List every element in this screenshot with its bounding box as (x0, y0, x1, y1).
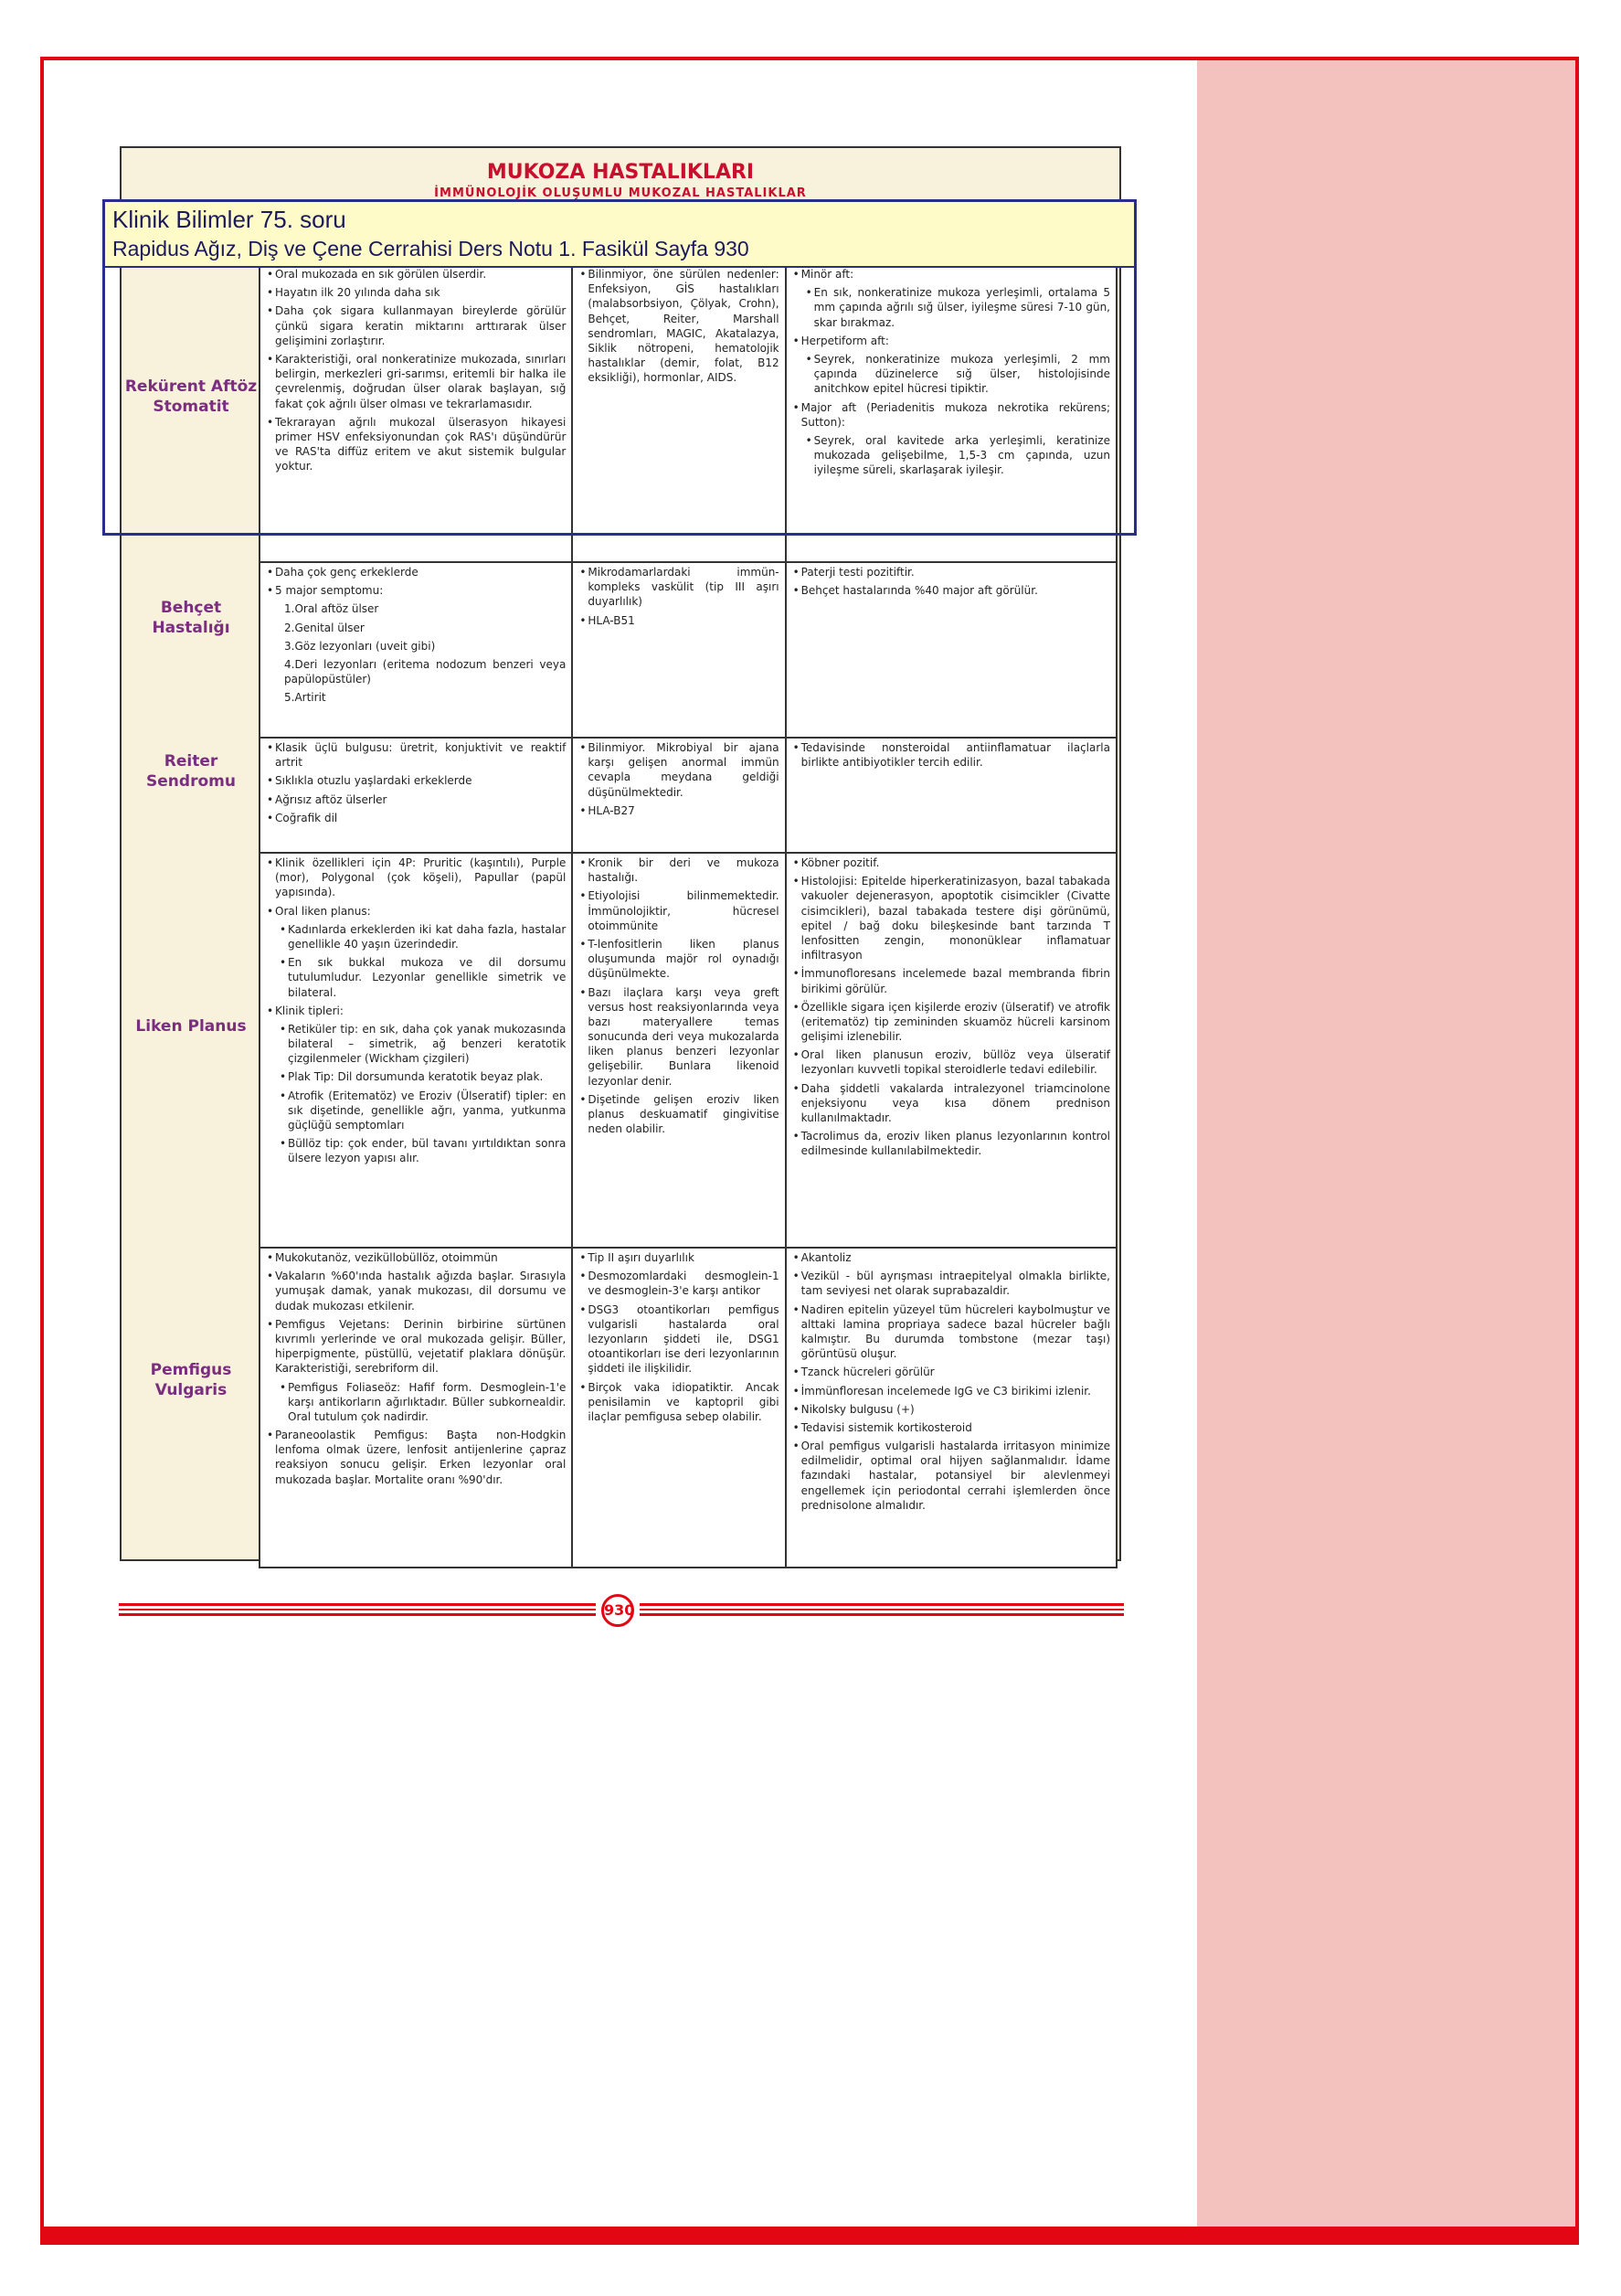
bullet-list (266, 565, 566, 706)
list-item: • Ağrısız aftöz ülserler (275, 792, 566, 807)
annotation-source: Rapidus Ağız, Diş ve Çene Cerrahisi Ders Notu 1. Fasikül Sayfa 930 (112, 237, 749, 260)
page-number: 930 (601, 1594, 634, 1627)
list-item: • Bazı ilaçlara karşı veya greft versus host reaksiyonlarında veya bazı materyallere temas sonucunda deri veya mukozalarda liken planus benzeri lezyonlar gelişebilir. Bunlara likenoid lezyonlar denir. (588, 985, 779, 1089)
list-item: • Nadiren epitelin yüzeyel tüm hücreleri kaybolmuştur ve alttaki lamina propriaya sadece bazal hücreler bağlı kalmıştır. Bu durumda tombstone (mezar taşı) görüntüsü oluşur. (801, 1302, 1110, 1362)
list-item: • Tip II aşırı duyarlılık (588, 1250, 779, 1265)
side-panel (1197, 60, 1575, 2241)
list-item: • Kronik bir deri ve mukoza hastalığı. (588, 856, 779, 885)
list-item: • HLA-B27 (588, 803, 779, 818)
list-item: • Büllöz tip: çok ender, bül tavanı yırtıldıktan sonra ülsere lezyon yapısı alır. (288, 1136, 566, 1165)
list-item: • Major aft (Periadenitis mukoza nekrotika rekürens; Sutton): (801, 400, 1110, 430)
list-item: • Atrofik (Eritematöz) ve Eroziv (Ülseratif) tipler: en sık dişetinde, genellikle ağrı, yanma, yutkunma güçlüğü semptomları (288, 1089, 566, 1133)
table-cell-col2 (572, 738, 785, 853)
row-title-ras: Rekürent Aftöz Stomatit (124, 377, 258, 417)
list-item: • Oral mukozada en sık görülen ülserdir. (275, 267, 566, 282)
table-row (260, 853, 1117, 1248)
bullet-list (266, 1250, 566, 1487)
footer-rule-right (640, 1603, 1124, 1616)
bullet-list (792, 856, 1110, 1159)
table-cell-col3 (786, 853, 1117, 1248)
list-item: • Pemfigus Vejetans: Derinin birbirine sürtünen kıvrımlı yerlerinde ve oral mukozada gelişir. Büller, hiperpigmente, püstüllü, vejetatif plaklara dönüşür. Karakteristiği, serebriform dil. (275, 1317, 566, 1377)
list-item: • Seyrek, oral kavitede arka yerleşimli, keratinize mukozada gelişebilme, 1,5-3 cm çapında, uzun iyileşme süreli, skarlaşarak iyileşir. (814, 433, 1110, 478)
list-item: • Oral liken planus: (275, 904, 566, 919)
table-cell-col1 (260, 1248, 572, 1568)
table-row (260, 738, 1117, 853)
list-item: • En sık, nonkeratinize mukoza yerleşimli, ortalama 5 mm çapında ağrılı sığ ülser, iyileşme süresi 7-10 gün, skar bırakmaz. (814, 285, 1110, 330)
list-item: • Nikolsky bulgusu (+) (801, 1402, 1110, 1417)
list-item: • Klinik özellikleri için 4P: Pruritic (kaşıntılı), Purple (mor), Polygonal (çok köşeli), Papullar (papül yapısında). (275, 856, 566, 900)
bullet-list (266, 740, 566, 825)
list-item: • Pemfigus Foliaseöz: Hafif form. Desmoglein-1'e karşı antikorların ağırlıktadır. Büller subkornealdir. Oral tutulum çok nadirdir. (288, 1380, 566, 1425)
bullet-list (578, 856, 779, 1136)
list-item: • İmmunofloresans incelemede bazal membranda fibrin birikimi görülür. (801, 966, 1110, 995)
list-item: • Oral liken planusun eroziv, büllöz veya ülseratif lezyonları kuvvetli topikal steroidlerle tedavi edilebilir. (801, 1047, 1110, 1077)
list-item: 1.Oral aftöz ülser (284, 602, 379, 616)
list-item: • Retiküler tip: en sık, daha çok yanak mukozasında bilateral – simetrik, ağ benzeri keratotik çizgilenmeler (Wickham çizgileri) (288, 1022, 566, 1067)
list-item: • Mikrodamarlardaki immün-kompleks vaskülit (tip III aşırı duyarlılık) (588, 565, 779, 610)
list-item: • Minör aft: (801, 267, 1110, 282)
list-item: 2.Genital ülser (284, 621, 365, 634)
list-item: • Mukokutanöz, veziküllobüllöz, otoimmün (275, 1250, 566, 1265)
list-item: • Bilinmiyor. Mikrobiyal bir ajana karşı gelişen anormal immün cevapla meydana geldiği düşünülmektedir. (588, 740, 779, 800)
list-item: • Dişetinde gelişen eroziv liken planus deskuamatif gingivitise neden olabilir. (588, 1092, 779, 1137)
row-title-reiter: Reiter Sendromu (146, 752, 236, 792)
bullet-list (792, 1250, 1110, 1513)
list-item: • Vakaların %60'ında hastalık ağızda başlar. Sırasıyla yumuşak damak, yanak mukozası, dil dorsumu ve dudak mukozası etkilenir. (275, 1269, 566, 1313)
bullet-list (792, 740, 1110, 770)
list-item: • DSG3 otoantikorları pemfigus vulgarisli hastalarda oral lezyonların şiddeti ile, DSG1 otoantikorları ise deri lezyonlarının şiddeti ile ilişkilidir. (588, 1302, 779, 1377)
table-cell-col2 (572, 562, 785, 738)
list-item: • Desmozomlardaki desmoglein-1 ve desmoglein-3'e karşı antikor (588, 1269, 779, 1298)
list-item: • Vezikül - bül ayrışması intraepitelyal olmakla birlikte, tam seviyesi net olarak suprabazaldir. (801, 1269, 1110, 1298)
table-cell-col3 (786, 1248, 1117, 1568)
list-item: • Histolojisi: Epitelde hiperkeratinizasyon, bazal tabakada vakuoler dejenerasyon, apoptotik cisimcikler (Civatte cisimcikleri), bazal tabakada testere dişi görünümü, epitel / bağ doku bileşkesinde bant tarzında T lenfositten zengin, mononüklear inflamatuar infiltrasyon (801, 874, 1110, 962)
list-item: • En sık bukkal mukoza ve dil dorsumu tutulumludur. Lezyonlar genellikle simetrik ve bilateral. (288, 955, 566, 1000)
table-cell-col2 (572, 1248, 785, 1568)
list-item: • Tekrarayan ağrılı mukozal ülserasyon hikayesi primer HSV enfeksiyonundan çok RAS'ı düşündürür ve RAS'ta diffüz eritem ve akut sistemik bulgular yoktur. (275, 415, 566, 474)
table-cell-col2 (572, 853, 785, 1248)
list-item: • Coğrafik dil (275, 811, 566, 825)
table-row (260, 562, 1117, 738)
list-item: • Plak Tip: Dil dorsumunda keratotik beyaz plak. (288, 1069, 566, 1084)
list-item: 5.Artirit (284, 691, 326, 705)
document-title: MUKOZA HASTALIKLARI (486, 161, 755, 184)
list-item: • T-lenfositlerin liken planus oluşumunda majör rol oynadığı düşünülmekte. (588, 937, 779, 982)
list-item: • Tacrolimus da, eroziv liken planus lezyonlarının kontrol edilmesinde kullanılabilmektedir. (801, 1129, 1110, 1158)
row-title-liken: Liken Planus (135, 1017, 247, 1036)
list-item: • Klasik üçlü bulgusu: üretrit, konjuktivit ve reaktif artrit (275, 740, 566, 770)
list-item: • Herpetiform aft: (801, 334, 1110, 348)
table-cell-col1 (260, 562, 572, 738)
list-item: • Bilinmiyor, öne sürülen nedenler: Enfeksiyon, GİS hastalıkları (malabsorbsiyon, Çölyak, Crohn), Behçet, Reiter, Marshall sendromları, MAGIC, Akatalazya, Siklik nötropeni, hematolojik hastalıklar (demir, folat, B12 eksikliği), hormonlar, AIDS. (588, 267, 779, 386)
list-item: • Paterji testi pozitiftir. (801, 565, 1110, 579)
list-item: • Klinik tipleri: (275, 1004, 566, 1018)
table-cell-col3 (786, 738, 1117, 853)
list-item: • Kadınlarda erkeklerden iki kat daha fazla, hastalar genellikle 40 yaşın üzerindedir. (288, 922, 566, 951)
table-cell-col1 (260, 853, 572, 1248)
annotation-title: Klinik Bilimler 75. soru (112, 206, 346, 233)
annotation-box (102, 199, 1137, 536)
footer-rule-left (119, 1603, 596, 1616)
row-title-pemfigus: Pemfigus Vulgaris (150, 1361, 232, 1400)
list-item: • İmmünfloresan incelemede IgG ve C3 birikimi izlenir. (801, 1384, 1110, 1398)
list-item: • Etiyolojisi bilinmemektedir. İmmünolojiktir, hücresel otoimmünite (588, 888, 779, 933)
list-item: • Köbner pozitif. (801, 856, 1110, 870)
table-cell-col3 (786, 562, 1117, 738)
annotation-header (105, 202, 1134, 268)
list-item: • Seyrek, nonkeratinize mukoza yerleşimli, 2 mm çapında düzinelerce sığ ülser, histolojisinde anitchkow epitel hücresi tipiktir. (814, 352, 1110, 397)
list-item: • Akantoliz (801, 1250, 1110, 1265)
bullet-list (578, 740, 779, 818)
list-item: • Karakteristiği, oral nonkeratinize mukozada, sınırları belirgin, merkezleri gri-sarımsı, eritemli bir halka ile çevrelenmiş, doğrudan ülser olarak başlayan, sığ fakat çok ağrılı ülser olması ve tekrarlamasıdır. (275, 352, 566, 411)
list-item: • Daha çok genç erkeklerde (275, 565, 566, 579)
bullet-list (578, 1250, 779, 1424)
list-item: • Daha çok sigara kullanmayan bireylerde görülür çünkü sigara keratin miktarını arttırarak ülser gelişimini zorlaştırır. (275, 303, 566, 348)
list-item: 4.Deri lezyonları (eritema nodozum benzeri veya papülopüstüler) (284, 657, 567, 686)
list-item: • HLA-B51 (588, 613, 779, 628)
list-item: 3.Göz lezyonları (uveit gibi) (284, 639, 436, 653)
table-cell-col1 (260, 738, 572, 853)
table-row (260, 1248, 1117, 1568)
document-subtitle: İMMÜNOLOJİK OLUŞUMLU MUKOZAL HASTALIKLAR (434, 186, 807, 200)
list-item: • Birçok vaka idiopatiktir. Ancak penisilamin ve kaptopril gibi ilaçlar pemfigusa sebep olabilir. (588, 1380, 779, 1425)
list-item: • 5 major semptomu: (275, 583, 566, 598)
list-item: • Oral pemfigus vulgarisli hastalarda irritasyon minimize edilmelidir, optimal oral hijyen sağlanmalıdır. İdame fazındaki hastalar, potansiyel bir alevlenmeyi engellemek için periodontal cerrahi işlemlerden önce prednisolone almalıdır. (801, 1439, 1110, 1513)
list-item: • Paraneoolastik Pemfigus: Başta non-Hodgkin lenfoma olmak üzere, lenfosit antijenlerine çapraz reaksiyon sonucu gelişir. Erken lezyonlar oral mukozada başlar. Mortalite oranı %90'dır. (275, 1428, 566, 1487)
list-item: • Tedavisinde nonsteroidal antiinflamatuar ilaçlarla birlikte antibiyotikler tercih edilir. (801, 740, 1110, 770)
list-item: • Hayatın ilk 20 yılında daha sık (275, 285, 566, 300)
bullet-list (578, 565, 779, 628)
bullet-list (266, 856, 566, 1166)
bullet-list (792, 565, 1110, 598)
list-item: • Sıklıkla otuzlu yaşlardaki erkeklerde (275, 773, 566, 788)
list-item: • Behçet hastalarında %40 major aft görülür. (801, 583, 1110, 598)
bottom-bar (40, 2227, 1579, 2245)
list-item: • Daha şiddetli vakalarda intralezyonel triamcinolone enjeksiyonu veya kısa dönem prednison kullanılmaktadır. (801, 1081, 1110, 1126)
list-item: • Özellikle sigara içen kişilerde eroziv (ülseratif) ve atrofik (eritematöz) tip zemininden skuamöz hücreli karsinom gelişimi izlenebilir. (801, 1000, 1110, 1045)
row-title-behcet: Behçet Hastalığı (152, 599, 230, 638)
list-item: • Tzanck hücreleri görülür (801, 1365, 1110, 1379)
list-item: • Tedavisi sistemik kortikosteroid (801, 1420, 1110, 1435)
